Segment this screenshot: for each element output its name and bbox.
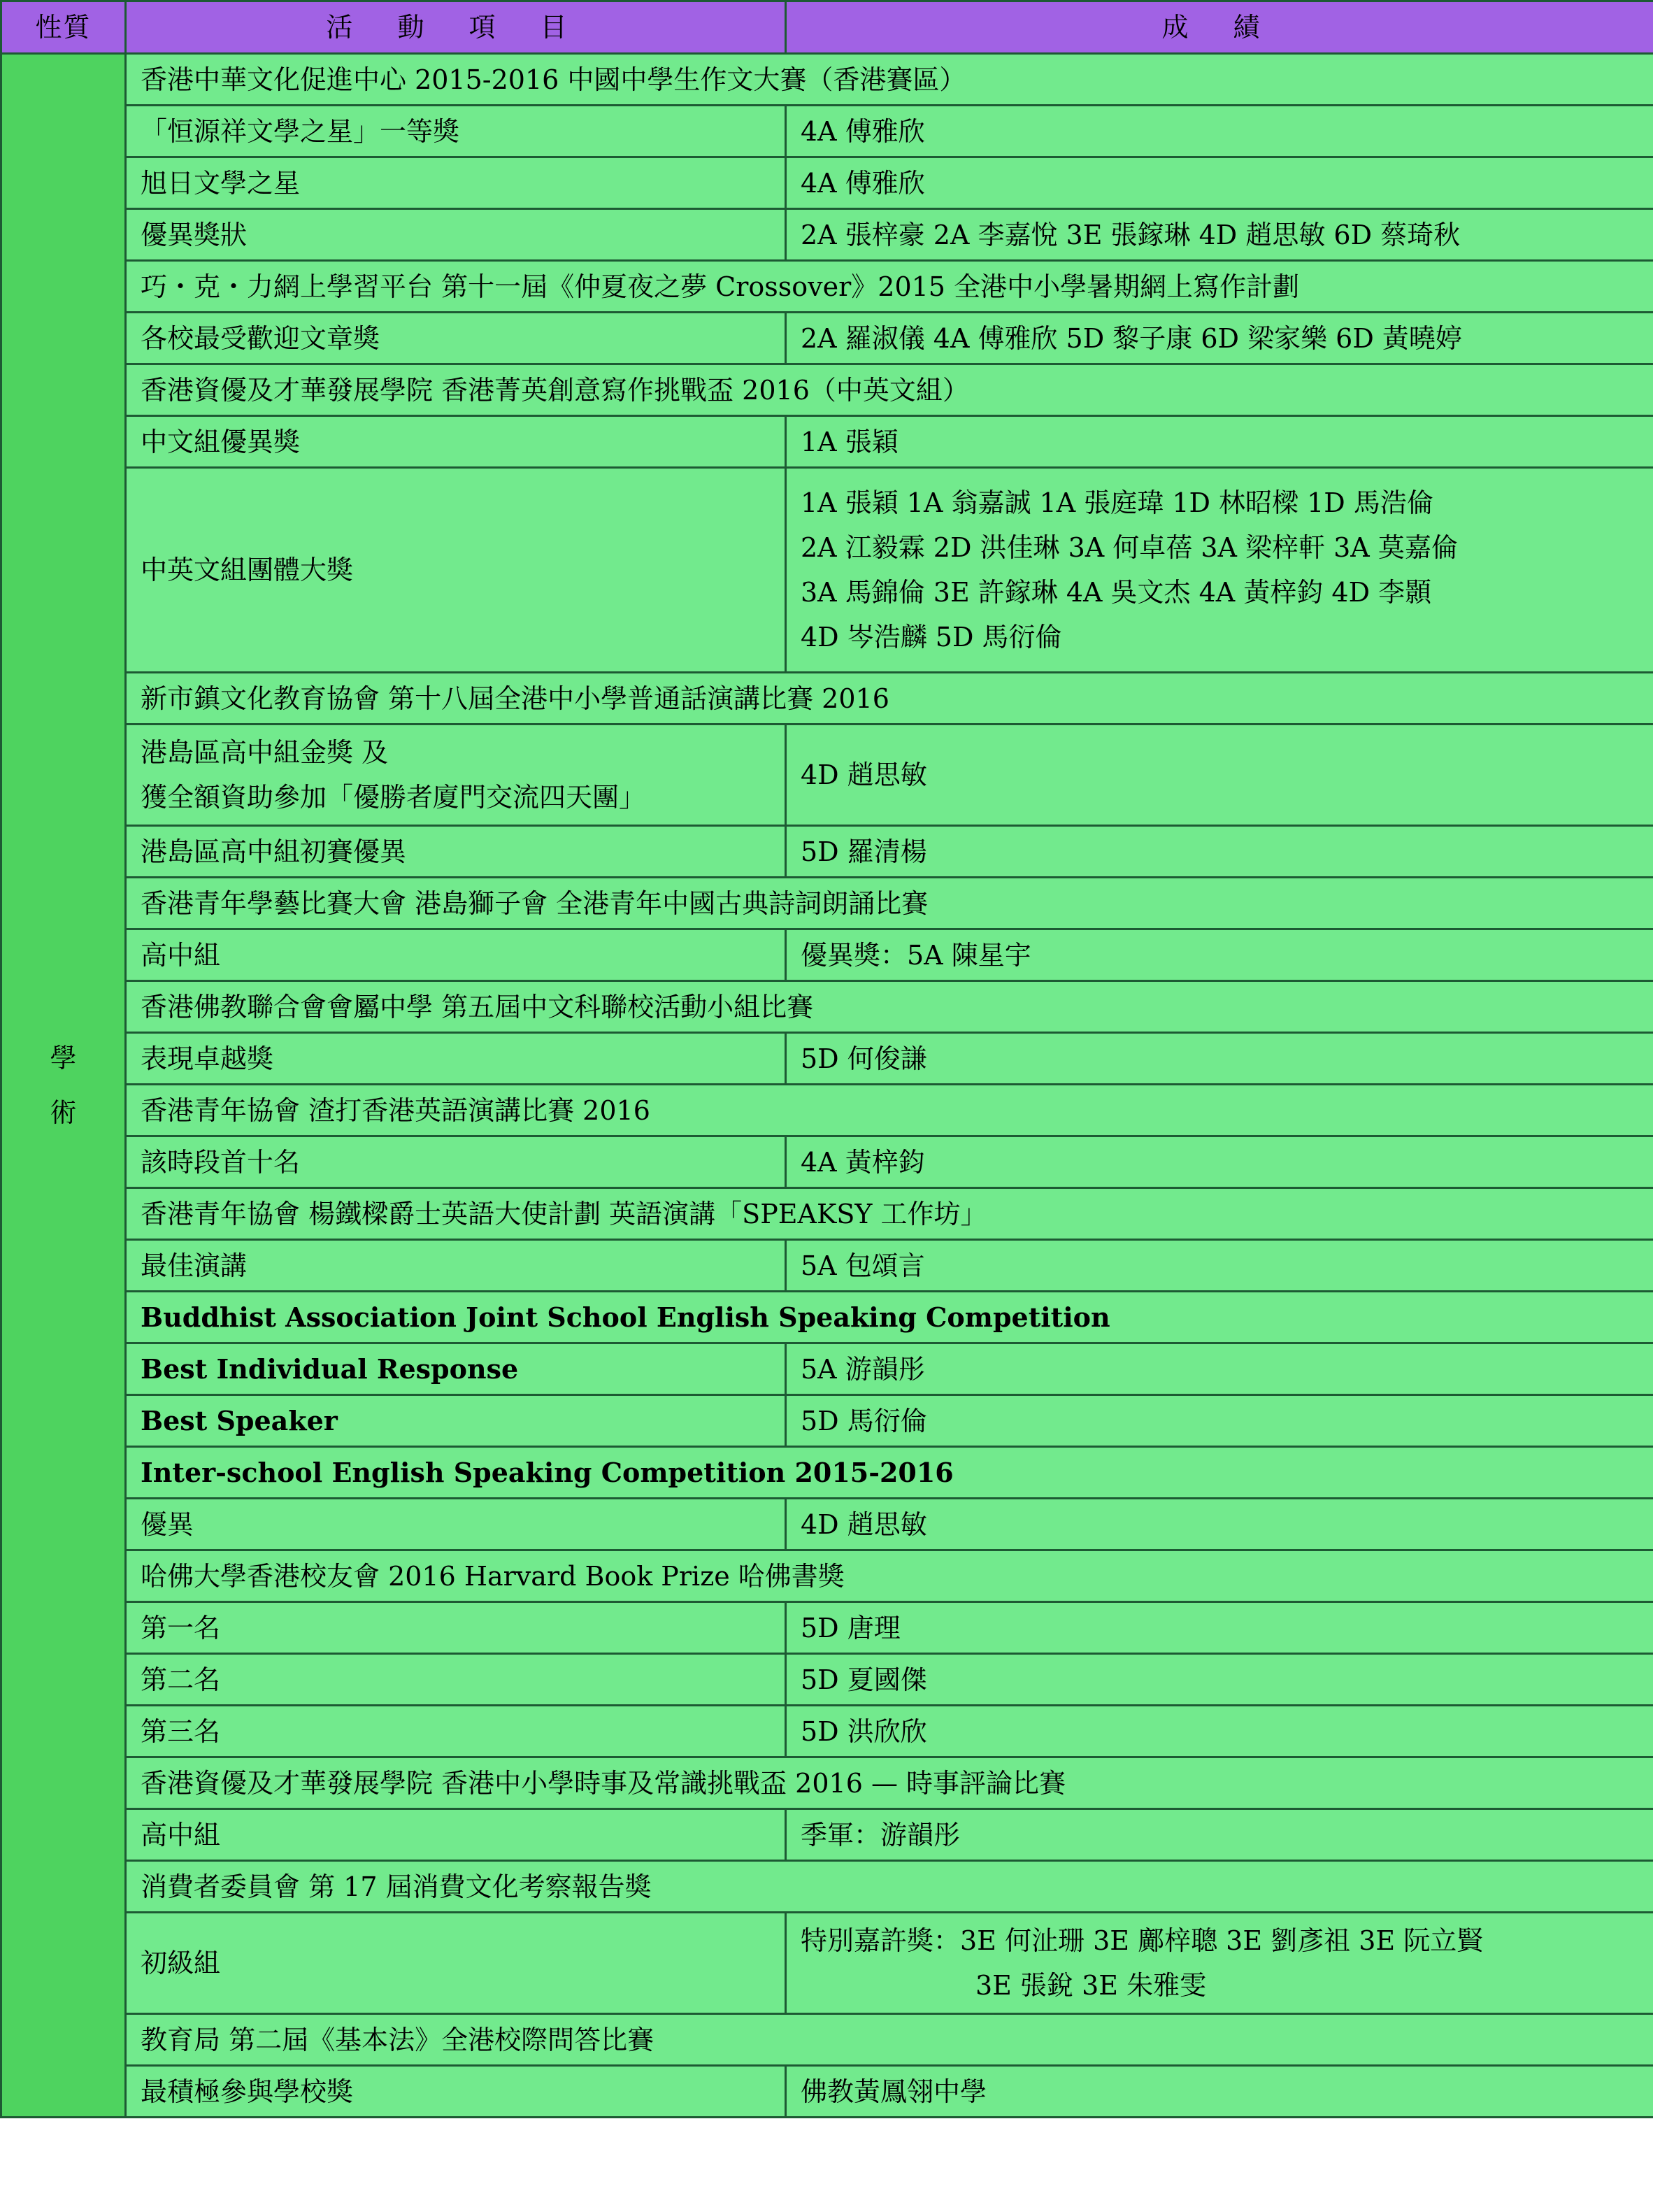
section-row [1,1757,1653,1809]
activity-cell [126,1499,786,1550]
result-line: 2A 江毅霖 2D 洪佳琳 3A 何卓蓓 3A 梁梓軒 3A 莫嘉倫 [801,532,1458,563]
section-row [1,1447,1653,1499]
result-cell [786,1499,1653,1550]
section-row [1,1861,1653,1913]
result-line: 4D 岑浩麟 5D 馬衍倫 [801,622,1062,652]
activity-cell [126,2066,786,2118]
activity-cell [126,929,786,981]
activity-line: 第三名 [141,1715,221,1747]
table-row [1,1343,1653,1395]
section-title: 哈佛大學香港校友會 2016 Harvard Book Prize 哈佛書獎 [126,1550,1653,1602]
table-row [1,1913,1653,2014]
activity-cell [126,1136,786,1188]
activity-line: 表現卓越獎 [141,1043,274,1074]
result-line: 季軍：游韻彤 [801,1819,961,1850]
section-row [1,261,1653,313]
table-row [1,1706,1653,1757]
activity-cell [126,1395,786,1447]
result-line: 特別嘉許獎：3E 何沚珊 3E 鄺梓聰 3E 劉彥祖 3E 阮立賢 [801,1925,1484,1956]
nature-label-char: 術 [50,1097,77,1128]
activity-cell [126,416,786,468]
table-row [1,1033,1653,1085]
activity-cell [126,1343,786,1395]
activity-line: Best Speaker [141,1404,338,1436]
activity-line: Best Individual Response [141,1353,519,1385]
result-cell [786,157,1653,209]
activity-cell [126,157,786,209]
section-title: 新市鎮文化教育協會 第十八屆全港中小學普通話演講比賽 2016 [126,673,1653,725]
result-line: 5D 洪欣欣 [801,1715,927,1747]
result-line: 5D 唐理 [801,1612,901,1643]
activity-line: 最積極參與學校獎 [141,2076,354,2107]
result-line: 2A 張梓豪 2A 李嘉悅 3E 張鎵琳 4D 趙思敏 6D 蔡琦秋 [801,219,1461,250]
result-cell [786,1395,1653,1447]
table-row [1,1654,1653,1706]
activity-line: 中英文組團體大獎 [141,555,354,585]
activity-cell [126,209,786,261]
activity-cell [126,725,786,826]
activity-line: 第一名 [141,1612,221,1643]
section-row [1,54,1653,106]
activity-line: 各校最受歡迎文章獎 [141,322,380,354]
nature-cell [1,54,126,2118]
result-line: 4A 黃梓鈞 [801,1146,925,1178]
table-row [1,1499,1653,1550]
activity-line: 中文組優異獎 [141,426,301,457]
table-row [1,1809,1653,1861]
section-title: 香港資優及才華發展學院 香港中小學時事及常識挑戰盃 2016 — 時事評論比賽 [126,1757,1653,1809]
activity-line: 旭日文學之星 [141,167,301,199]
section-title: 香港青年協會 渣打香港英語演講比賽 2016 [126,1085,1653,1136]
table-row [1,468,1653,673]
section-row [1,981,1653,1033]
table-header-row [1,1,1653,54]
activity-line: 初級組 [141,1948,221,1978]
result-cell [786,209,1653,261]
result-cell [786,1706,1653,1757]
table-row [1,209,1653,261]
result-line: 2A 羅淑儀 4A 傅雅欣 5D 黎子康 6D 梁家樂 6D 黃曉婷 [801,322,1462,354]
result-line: 3E 張銳 3E 朱雅雯 [975,1970,1207,2001]
result-line: 優異獎：5A 陳星宇 [801,939,1031,971]
result-line: 5D 馬衍倫 [801,1405,927,1436]
result-line: 5D 羅清楊 [801,836,927,867]
result-line: 5D 夏國傑 [801,1664,927,1695]
activity-cell [126,1809,786,1861]
section-title: Buddhist Association Joint School English Speaking Competition [126,1292,1653,1343]
result-cell [786,468,1653,673]
table-row [1,826,1653,878]
activity-line: 該時段首十名 [141,1146,301,1178]
section-title: 巧・克・力網上學習平台 第十一屆《仲夏夜之夢 Crossover》2015 全港中小學暑期網上寫作計劃 [126,261,1653,313]
result-cell [786,1033,1653,1085]
activity-cell [126,1706,786,1757]
section-title: 消費者委員會 第 17 屆消費文化考察報告獎 [126,1861,1653,1913]
table-row [1,929,1653,981]
section-row [1,1292,1653,1343]
activity-cell [126,1033,786,1085]
result-line: 1A 張穎 1A 翁嘉誠 1A 張庭瑋 1D 林昭樑 1D 馬浩倫 [801,487,1433,518]
activity-line: 第二名 [141,1664,221,1695]
section-title: 香港資優及才華發展學院 香港菁英創意寫作挑戰盃 2016（中英文組） [126,364,1653,416]
result-cell [786,416,1653,468]
table-row [1,2066,1653,2118]
activity-cell [126,1654,786,1706]
table-row [1,725,1653,826]
result-line: 1A 張穎 [801,426,899,457]
section-title: 香港中華文化促進中心 2015-2016 中國中學生作文大賽（香港賽區） [126,54,1653,106]
result-cell [786,2066,1653,2118]
section-title: 香港佛教聯合會會屬中學 第五屆中文科聯校活動小組比賽 [126,981,1653,1033]
result-line: 3A 馬錦倫 3E 許鎵琳 4A 吳文杰 4A 黃梓鈞 4D 李顥 [801,577,1432,608]
result-line: 4A 傅雅欣 [801,167,925,199]
section-title: Inter-school English Speaking Competition 2015-2016 [126,1447,1653,1499]
activity-line: 優異獎狀 [141,219,248,250]
activity-line: 獲全額資助參加「優勝者廈門交流四天團」 [141,782,646,813]
activity-cell [126,1240,786,1292]
result-line: 4D 趙思敏 [801,1508,927,1540]
result-cell [786,929,1653,981]
result-cell [786,1913,1653,2014]
section-title: 教育局 第二屆《基本法》全港校際問答比賽 [126,2014,1653,2066]
activity-cell [126,1913,786,2014]
activity-line: 港島區高中組初賽優異 [141,836,407,867]
activity-cell [126,826,786,878]
activity-line: 「恒源祥文學之星」一等獎 [141,115,460,147]
section-title: 香港青年協會 楊鐵樑爵士英語大使計劃 英語演講「SPEAKSY 工作坊」 [126,1188,1653,1240]
result-cell [786,1136,1653,1188]
section-row [1,1085,1653,1136]
activity-cell [126,313,786,364]
section-row [1,364,1653,416]
result-line: 5A 包頌言 [801,1250,925,1281]
activity-line: 港島區高中組金獎 及 [141,737,389,768]
section-row [1,1188,1653,1240]
table-body [1,54,1653,2118]
activity-line: 優異 [141,1508,194,1540]
result-cell [786,1654,1653,1706]
activity-cell [126,106,786,157]
table-row [1,313,1653,364]
nature-label-char: 學 [50,1043,77,1073]
result-line: 5A 游韻彤 [801,1353,925,1385]
section-row [1,878,1653,929]
result-cell [786,106,1653,157]
table-row [1,106,1653,157]
result-cell [786,725,1653,826]
table-row [1,1395,1653,1447]
header-result: 成 績 [786,1,1653,54]
table-row [1,1136,1653,1188]
table-row [1,1602,1653,1654]
section-row [1,673,1653,725]
header-nature: 性質 [1,1,126,54]
result-cell [786,1343,1653,1395]
result-cell [786,826,1653,878]
result-line: 4A 傅雅欣 [801,115,925,147]
activity-line: 高中組 [141,939,221,971]
table-row [1,416,1653,468]
activity-cell [126,1602,786,1654]
result-cell [786,1240,1653,1292]
section-row [1,1550,1653,1602]
header-activity: 活 動 項 目 [126,1,786,54]
activity-line: 高中組 [141,1819,221,1850]
result-line: 5D 何俊謙 [801,1043,927,1074]
section-title: 香港青年學藝比賽大會 港島獅子會 全港青年中國古典詩詞朗誦比賽 [126,878,1653,929]
result-line: 佛教黃鳳翎中學 [801,2076,987,2107]
table-row [1,1240,1653,1292]
activity-line: 最佳演講 [141,1250,248,1281]
activity-cell [126,468,786,673]
result-cell [786,313,1653,364]
result-cell [786,1809,1653,1861]
section-row [1,2014,1653,2066]
result-line: 4D 趙思敏 [801,759,927,790]
table-row [1,157,1653,209]
result-cell [786,1602,1653,1654]
